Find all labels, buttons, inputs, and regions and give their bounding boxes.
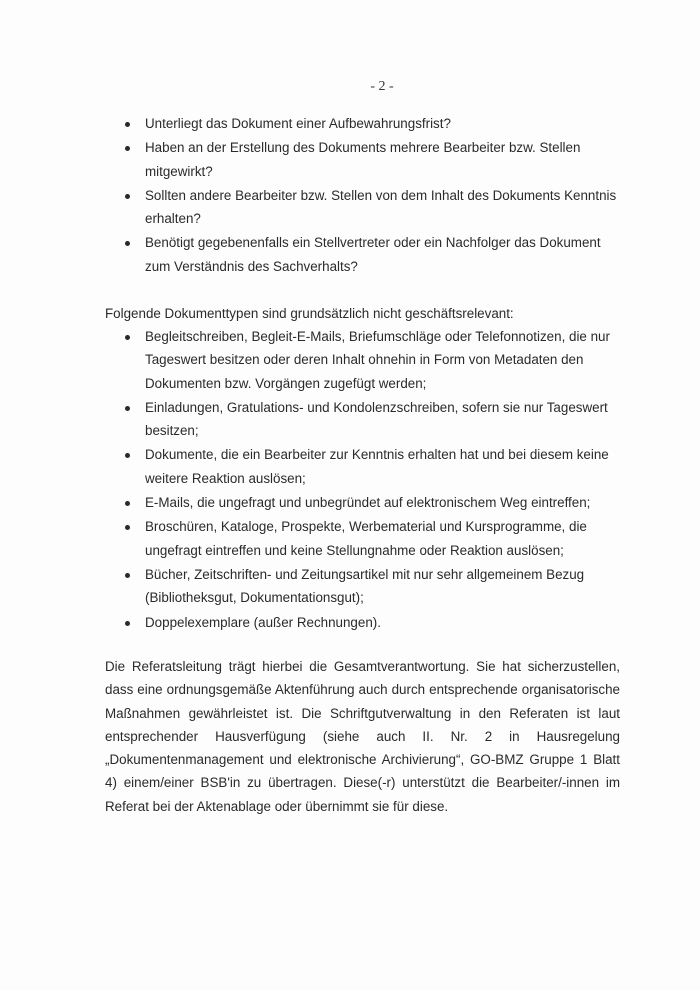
list-item: Haben an der Erstellung des Dokuments mehrere Bearbeiter bzw. Stellen mitgewirkt? <box>105 136 620 183</box>
list-item: Sollten andere Bearbeiter bzw. Stellen von dem Inhalt des Dokuments Kenntnis erhalten? <box>105 184 620 231</box>
list-item: Benötigt gegebenenfalls ein Stellvertreter oder ein Nachfolger das Dokument zum Verständnis des Sachverhalts? <box>105 231 620 278</box>
list-item: Doppelexemplare (außer Rechnungen). <box>105 611 620 634</box>
list-item: Einladungen, Gratulations- und Kondolenzschreiben, sofern sie nur Tageswert besitzen; <box>105 396 620 443</box>
list-item: Bücher, Zeitschriften- und Zeitungsartikel mit nur sehr allgemeinem Bezug (Bibliotheksgut, Dokumentationsgut); <box>105 563 620 610</box>
document-types-list <box>105 325 620 635</box>
list-item: E-Mails, die ungefragt und unbegründet auf elektronischem Weg eintreffen; <box>105 491 620 514</box>
list-item: Broschüren, Kataloge, Prospekte, Werbematerial und Kursprogramme, die ungefragt eintreffen und keine Stellungnahme oder Reaktion auslösen; <box>105 515 620 562</box>
list-item: Unterliegt das Dokument einer Aufbewahrungsfrist? <box>105 112 620 135</box>
question-list <box>105 112 620 279</box>
page-number: - 2 - <box>370 79 394 94</box>
responsibility-paragraph: Die Referatsleitung trägt hierbei die Gesamtverantwortung. Sie hat sicherzustellen, dass eine ordnungsgemäße Aktenführung auch durch entsprechende organisatorische Maßnahmen gewährleistet ist. Die Schriftgutverwaltung in den Referaten ist laut entsprechender Hausverfügung (siehe auch II. Nr. 2 in Hausregelung „Dokumentenmanagement und elektronische Archivierung“, GO-BMZ Gruppe 1 Blatt 4) einem/einer BSB'in zu übertragen. Diese(-r) unterstützt die Bearbeiter/-innen im Referat bei der Aktenablage oder übernimmt sie für diese. <box>105 659 620 814</box>
list-item: Begleitschreiben, Begleit-E-Mails, Briefumschläge oder Telefonnotizen, die nur Tageswert besitzen oder deren Inhalt ohnehin in Form von Metadaten den Dokumenten bzw. Vorgängen zugefügt werden; <box>105 325 620 395</box>
section-intro: Folgende Dokumenttypen sind grundsätzlich nicht geschäftsrelevant: <box>105 306 514 321</box>
list-item: Dokumente, die ein Bearbeiter zur Kenntnis erhalten hat und bei diesem keine weitere Reaktion auslösen; <box>105 443 620 490</box>
